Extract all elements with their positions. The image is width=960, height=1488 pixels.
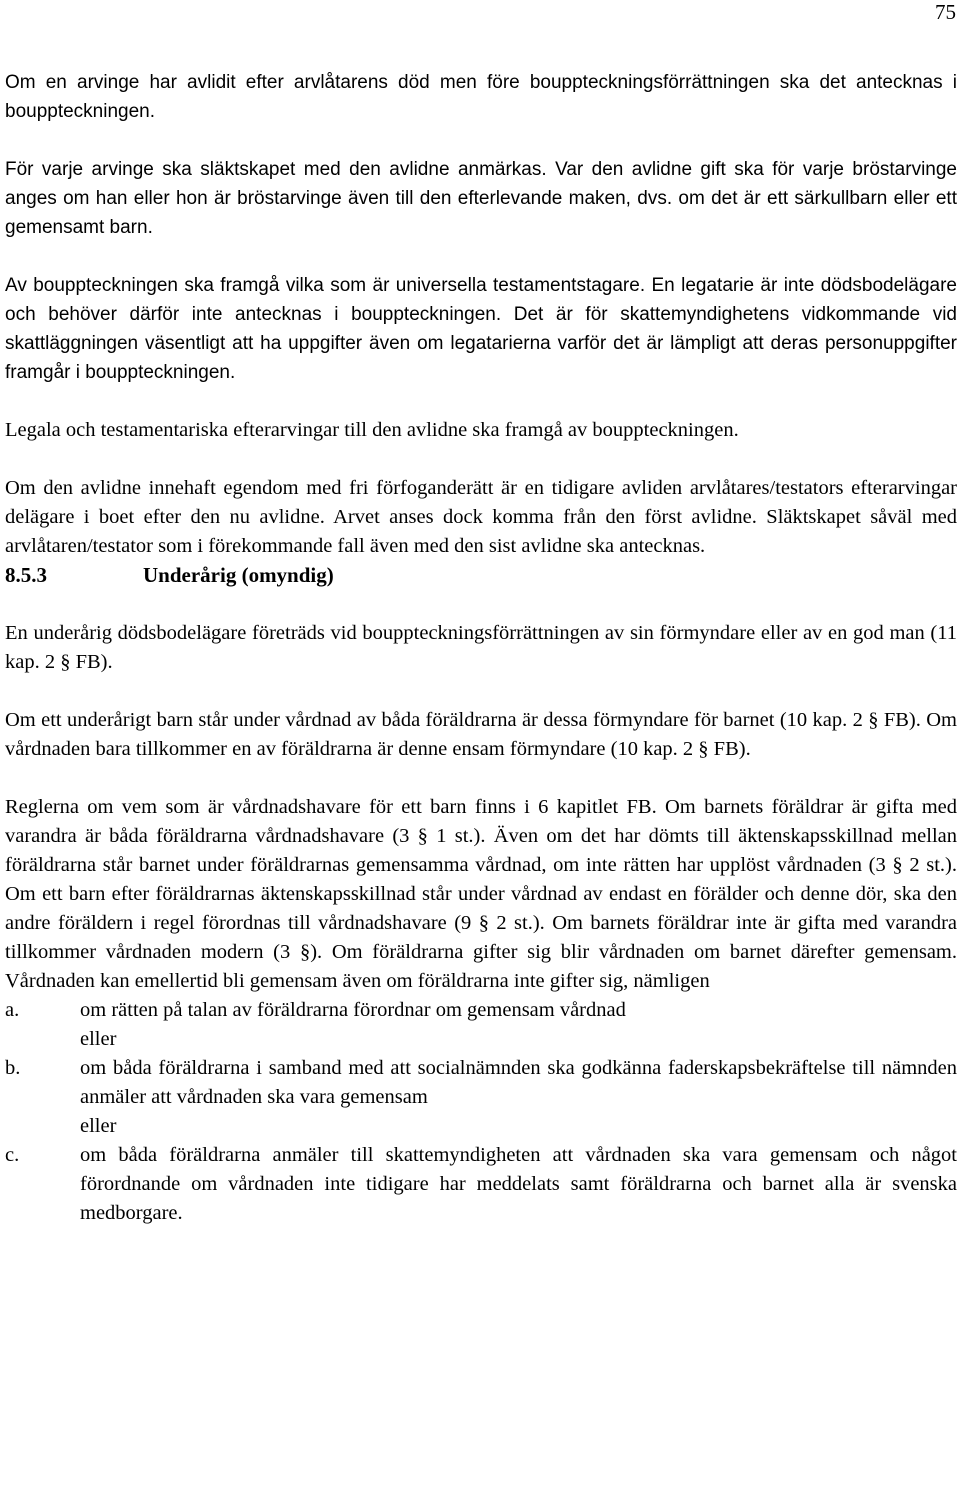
section-number: 8.5.3 [5,563,47,587]
list-marker: b. [5,1057,21,1079]
paragraph-custody-both-parents: Om ett underårigt barn står under vårdnad av båda föräldrarna är dessa förmyndare för barnet (10 kap. 2 § FB). Om vårdnaden bara tillkommer en av föräldrarna är denne ensam förmyndare (10 kap. 2 § FB). [5,709,957,760]
page-number: 75 [935,0,956,24]
list-item-text: om båda föräldrarna i samband med att socialnämnden ska godkänna faderskapsbekräftelse till nämnden anmäler att vårdnaden ska vara gemensam [80,1057,957,1108]
paragraph-subsequent-heirs: Legala och testamentariska efterarvingar till den avlidne ska framgå av bouppteckningen. [5,419,739,441]
list-marker: c. [5,1144,20,1166]
list-marker: a. [5,999,20,1021]
list-item-text: om båda föräldrarna anmäler till skattemyndigheten att vårdnaden ska vara gemensam och något förordnande om vårdnaden inte tidigare har meddelats samt föräldrarna och barnet alla är svenska medborgare. [80,1144,957,1224]
section-heading [5,561,957,590]
paragraph-guardian: En underårig dödsbodelägare företräds vid bouppteckningsförrättningen av sin förmyndare eller av en god man (11 kap. 2 § FB). [5,622,957,673]
list-item-trailer: eller [80,1115,117,1137]
list-item [5,1054,957,1141]
paragraph-custody-rules: Reglerna om vem som är vårdnadshavare för ett barn finns i 6 kapitlet FB. Om barnets föräldrar är gifta med varandra är båda föräldrarna vårdnadshavare (3 § 1 st.). Även om det har dömts till äktenskapsskillnad mellan föräldrarna står barnet under föräldrarnas gemensamma vårdnad, om inte rätten har upplöst vårdnaden (3 § 2 st.). Om ett barn efter föräldrarnas äktenskapsskillnad står under vårdnad av endast en förälder och denne dör, ska den andre föräldern i regel förordnas till vårdnadshavare (9 § 2 st.). Om barnets föräldrar inte är gifta med varandra tillkommer vårdnaden modern (3 §). Om föräldrarna gifter sig blir vårdnaden om barnet därefter gemensam. Vårdnaden kan emellertid bli gemensam även om föräldrarna inte gifter sig, nämligen [5,796,957,992]
list-item [5,1141,957,1228]
list-item-trailer: eller [80,1028,117,1050]
section-title: Underårig (omyndig) [143,563,334,587]
page-content [5,68,957,1228]
paragraph-kinship: För varje arvinge ska släktskapet med den avlidne anmärkas. Var den avlidne gift ska för varje bröstarvinge anges om han eller hon är bröstarvinge även till den efterlevande maken, dvs. om det är ett särkullbarn eller ett gemensamt barn. [5,159,957,238]
paragraph-free-disposal: Om den avlidne innehaft egendom med fri förfoganderätt är en tidigare avliden arvlåtares/testators efterarvingar delägare i boet efter den nu avlidne. Arvet anses dock komma från den först avlidne. Släktskapet såväl med arvlåtaren/testator som i förekommande fall även med den sist avlidne ska antecknas. [5,477,957,557]
paragraph-legatees: Av bouppteckningen ska framgå vilka som är universella testamentstagare. En legatarie är inte dödsbodelägare och behöver därför inte antecknas i bouppteckningen. Det är för skattemyndighetens vidkommande vid skattläggningen väsentligt att ha uppgifter även om legatarierna varför det är lämpligt att deras personuppgifter framgår i bouppteckningen. [5,275,957,383]
list-item [5,996,957,1054]
paragraph-deceased-heir: Om en arvinge har avlidit efter arvlåtarens död men före bouppteckningsförrättningen ska det antecknas i bouppteckningen. [5,72,957,122]
list-item-text: om rätten på talan av föräldrarna förordnar om gemensam vårdnad [80,999,626,1021]
